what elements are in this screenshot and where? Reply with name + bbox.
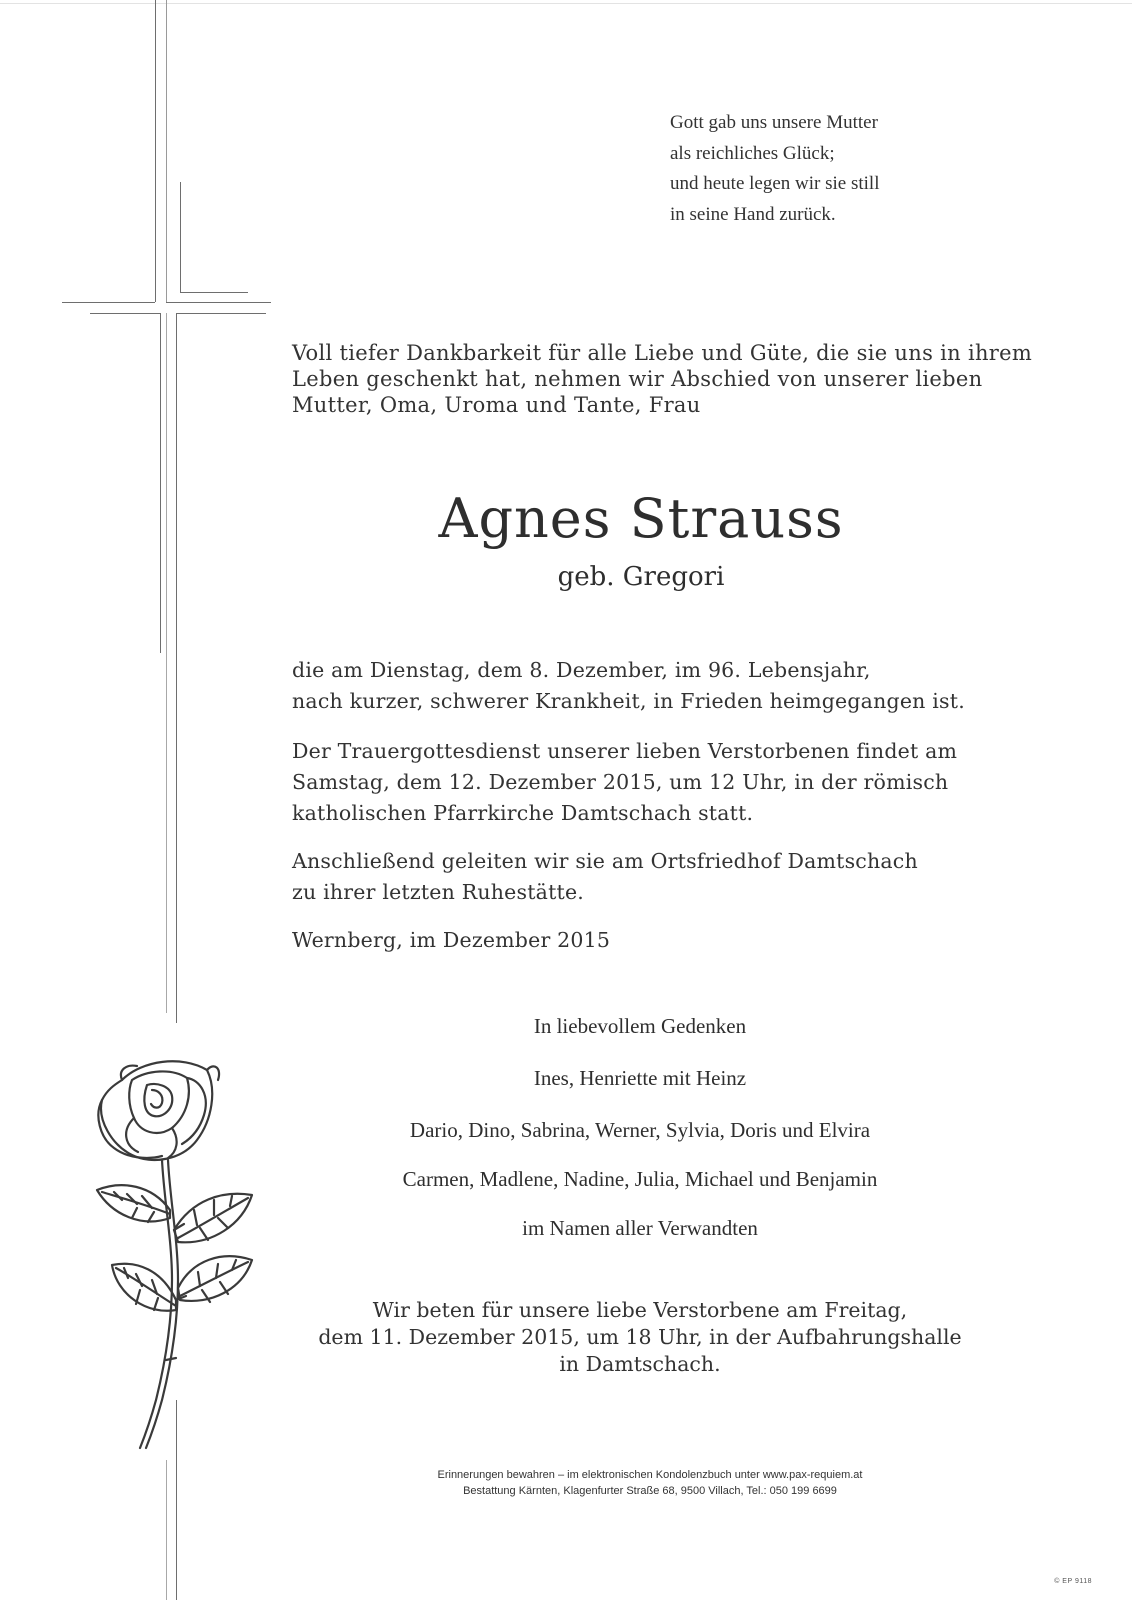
maiden-name-text: geb. Gregori xyxy=(557,562,725,592)
deceased-name xyxy=(0,487,1132,550)
intro-line: Mutter, Oma, Uroma und Tante, Frau xyxy=(292,393,701,417)
funeral-line: Der Trauergottesdienst unserer lieben Verstorbenen findet am xyxy=(292,739,958,763)
prayer-line: Wir beten für unsere liebe Verstorbene am Freitag, xyxy=(372,1298,908,1322)
poem-line: als reichliches Glück; xyxy=(670,142,835,164)
funeral-info xyxy=(292,736,957,829)
mourners-line: Ines, Henriette mit Heinz xyxy=(533,1066,747,1090)
product-code: © EP 9118 xyxy=(1054,1578,1092,1585)
mourners-closing: im Namen aller Verwandten xyxy=(522,1216,758,1240)
footer xyxy=(340,1467,960,1499)
death-notice xyxy=(292,655,965,717)
burial-line: Anschließend geleiten wir sie am Ortsfriedhof Damtschach xyxy=(292,849,918,873)
poem xyxy=(670,108,879,230)
mourners-line: Dario, Dino, Sabrina, Werner, Sylvia, Doris und Elvira xyxy=(409,1118,871,1142)
top-border-line xyxy=(0,3,1132,4)
funeral-line: Samstag, dem 12. Dezember 2015, um 12 Uhr, in der römisch xyxy=(292,770,949,794)
poem-line: Gott gab uns unsere Mutter xyxy=(670,112,878,133)
poem-line: in seine Hand zurück. xyxy=(670,203,836,225)
maiden-name xyxy=(0,562,1132,592)
mourners-heading: In liebevollem Gedenken xyxy=(533,1014,747,1038)
rose-line-art-icon xyxy=(92,1060,272,1450)
footer-line: Erinnerungen bewahren – im elektronischen Kondolenzbuch unter www.pax-requiem.at xyxy=(437,1469,863,1481)
death-notice-line: nach kurzer, schwerer Krankheit, in Frieden heimgegangen ist. xyxy=(292,689,965,713)
mourners-line: Carmen, Madlene, Nadine, Julia, Michael und Benjamin xyxy=(402,1167,878,1191)
funeral-line: katholischen Pfarrkirche Damtschach statt. xyxy=(292,801,754,825)
place-date: Wernberg, im Dezember 2015 xyxy=(292,928,611,952)
burial-line: zu ihrer letzten Ruhestätte. xyxy=(292,880,585,904)
prayer-line: dem 11. Dezember 2015, um 18 Uhr, in der Aufbahrungshalle xyxy=(318,1325,962,1349)
intro-line: Leben geschenkt hat, nehmen wir Abschied von unserer lieben xyxy=(292,367,983,391)
intro-text xyxy=(292,340,1032,418)
prayer-line: in Damtschach. xyxy=(559,1352,721,1376)
death-notice-line: die am Dienstag, dem 8. Dezember, im 96. Lebensjahr, xyxy=(292,658,871,682)
intro-line: Voll tiefer Dankbarkeit für alle Liebe und Güte, die sie uns in ihrem xyxy=(292,341,1033,365)
footer-line: Bestattung Kärnten, Klagenfurter Straße 68, 9500 Villach, Tel.: 050 199 6699 xyxy=(463,1485,837,1497)
deceased-name-text: Agnes Strauss xyxy=(438,487,844,550)
prayer-info xyxy=(310,1297,970,1378)
burial-info xyxy=(292,846,918,908)
poem-line: und heute legen wir sie still xyxy=(670,173,880,194)
